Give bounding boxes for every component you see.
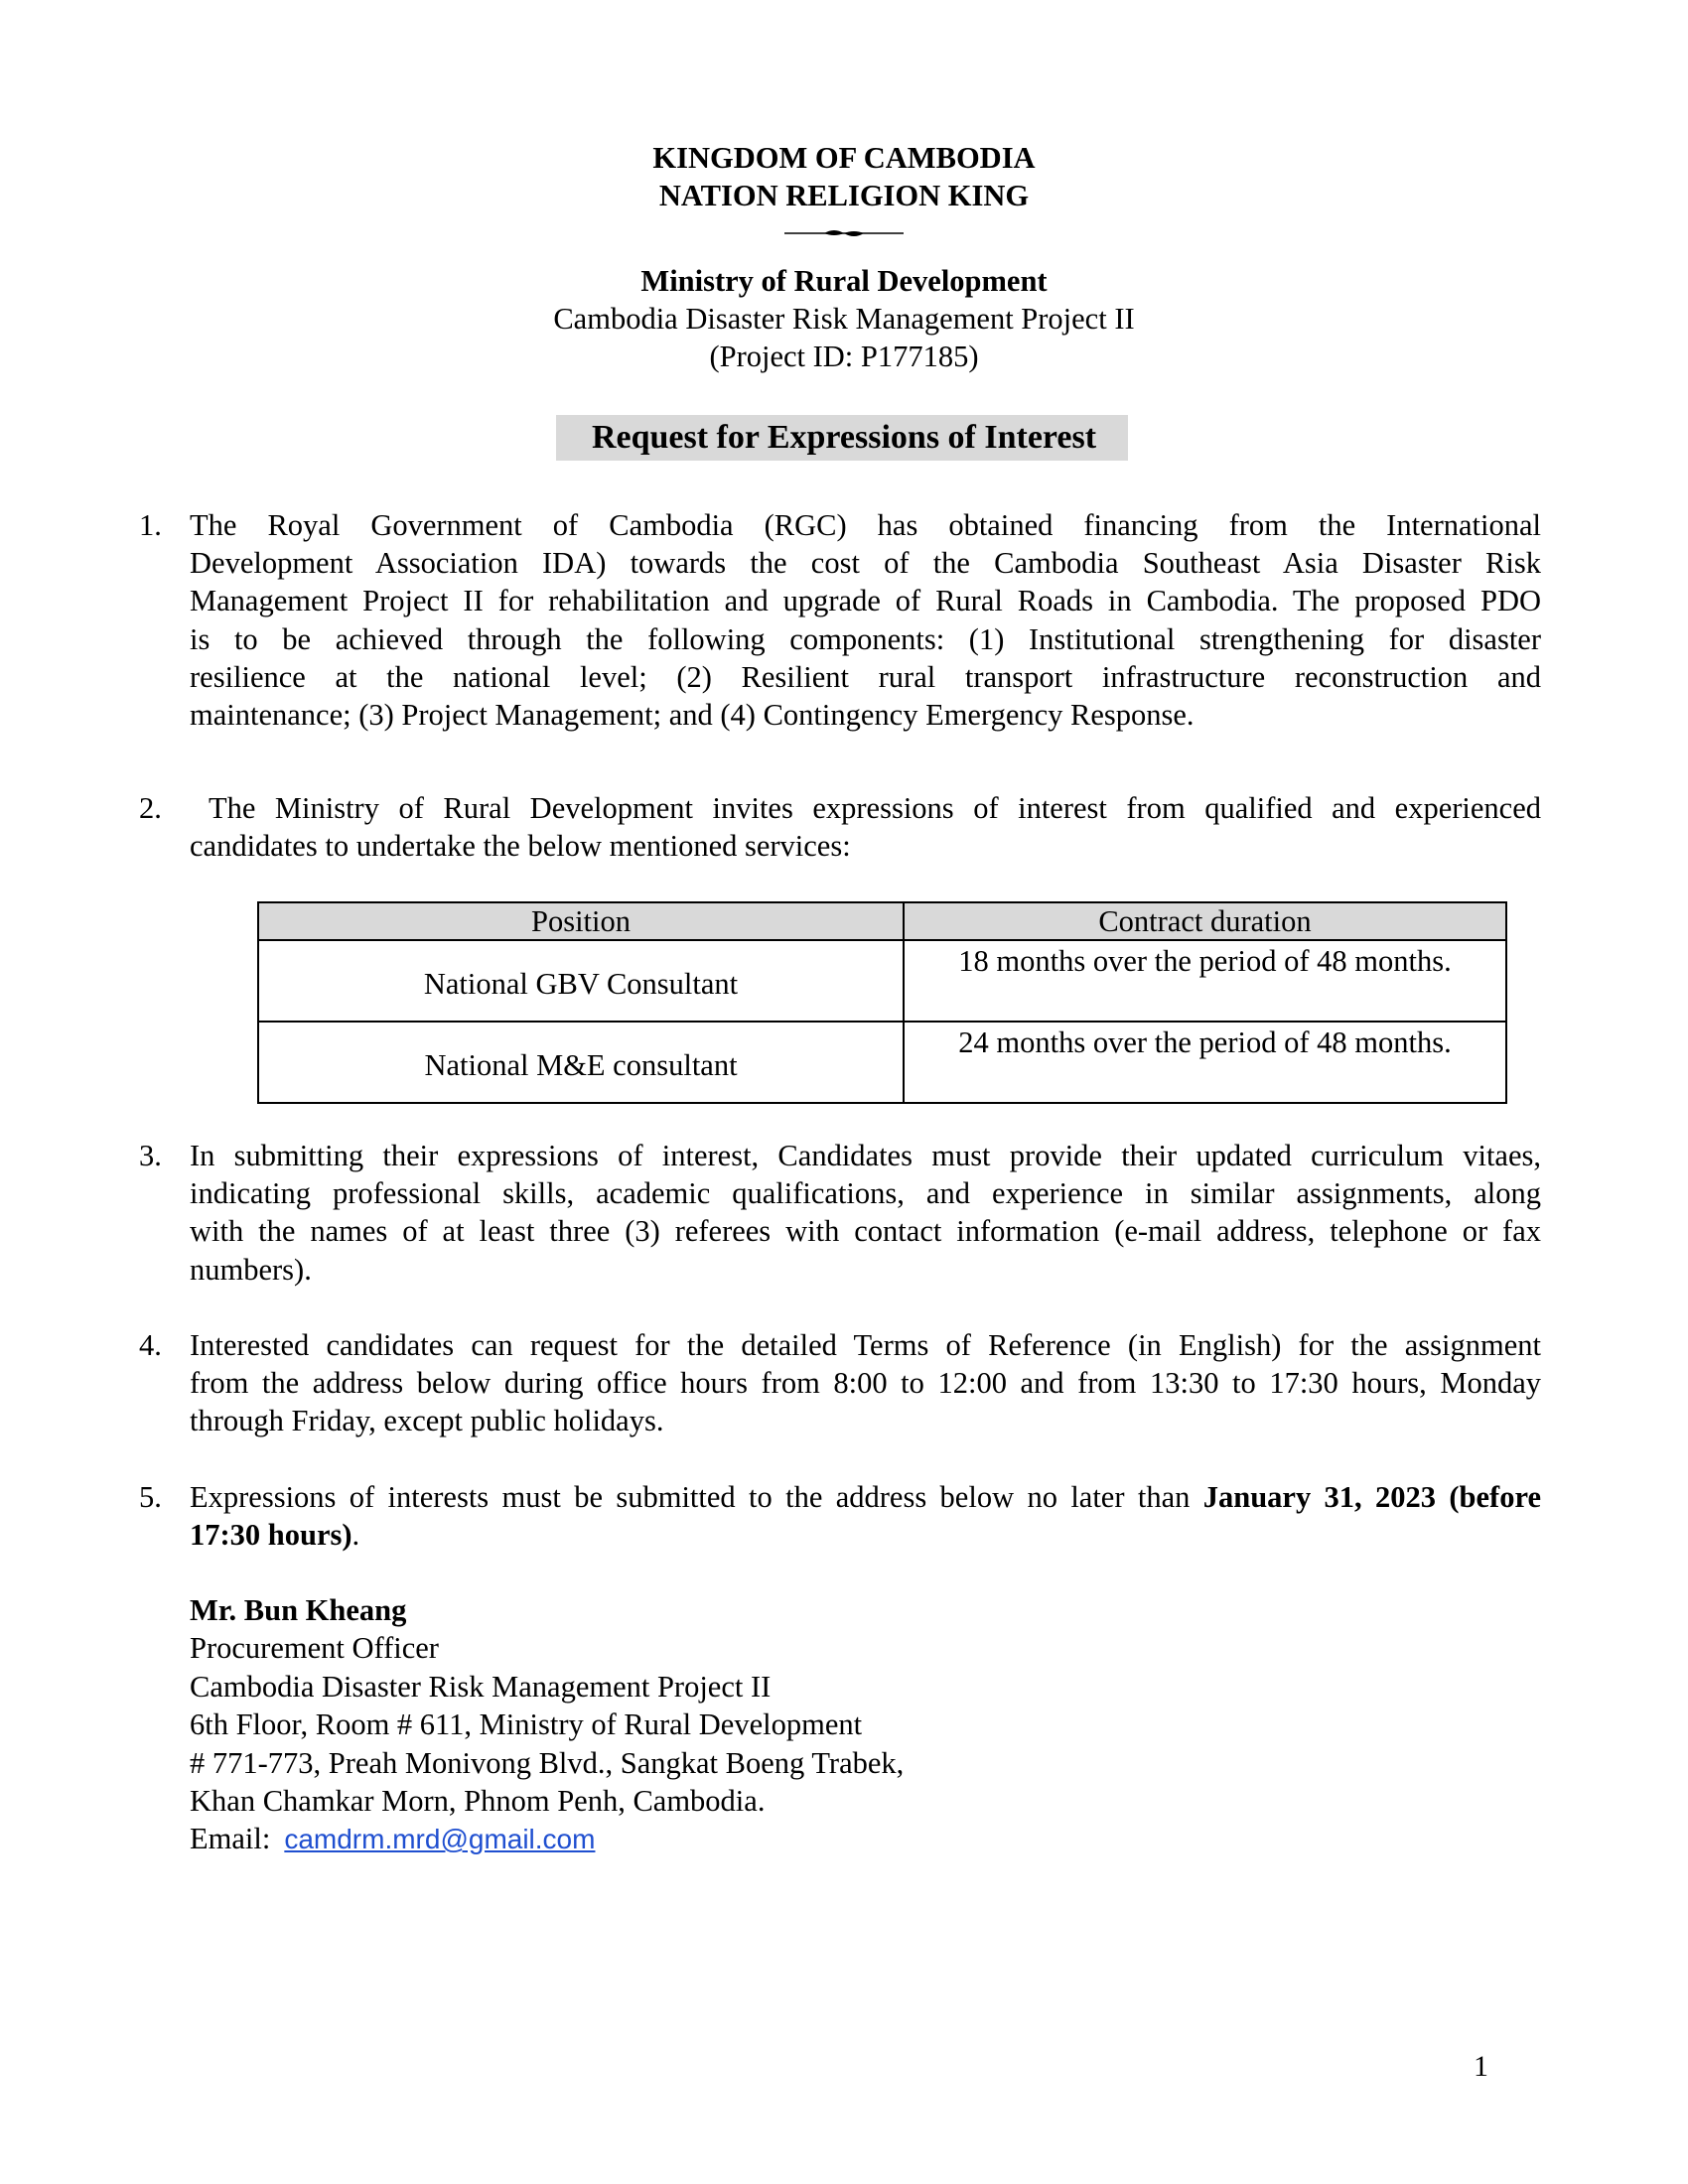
text-line: Development Association IDA) towards the cost of the Cambodia Southeast Asia Disaster Risk xyxy=(190,546,1541,581)
text-line xyxy=(190,1516,1541,1554)
header-project: Cambodia Disaster Risk Management Project II xyxy=(553,302,1135,336)
ornament-divider xyxy=(784,226,904,240)
text-line: maintenance; (3) Project Management; and (4) Contingency Emergency Response. xyxy=(190,698,1195,733)
page-number: 1 xyxy=(1474,2050,1488,2083)
item-text xyxy=(190,506,1541,734)
submission-text: Expressions of interests must be submitted to the address below no later than xyxy=(190,1480,1203,1514)
contact-project: Cambodia Disaster Risk Management Project II xyxy=(190,1669,772,1704)
text-line: In submitting their expressions of interest, Candidates must provide their updated curriculum vitaes, xyxy=(190,1139,1541,1172)
header-ministry: Ministry of Rural Development xyxy=(640,264,1048,298)
header-project-id: (Project ID: P177185) xyxy=(709,340,979,373)
contact-address-line: # 771-773, Preah Monivong Blvd., Sangkat Boeng Trabek, xyxy=(190,1745,905,1780)
text-line: Interested candidates can request for the detailed Terms of Reference (in English) for the assignment xyxy=(190,1328,1541,1362)
contact-email-row xyxy=(190,1820,904,1857)
text-line xyxy=(190,1478,1541,1516)
email-link[interactable]: camdrm.mrd@gmail.com xyxy=(284,1824,596,1855)
column-header-position: Position xyxy=(258,902,904,940)
contact-name: Mr. Bun Kheang xyxy=(190,1593,407,1627)
cell-position: National M&E consultant xyxy=(258,1022,904,1103)
page-title: Request for Expressions of Interest xyxy=(591,419,1097,456)
cell-duration: 18 months over the period of 48 months. xyxy=(904,940,1506,1022)
item-number: 5. xyxy=(139,1480,162,1514)
contact-address-line: Khan Chamkar Morn, Phnom Penh, Cambodia. xyxy=(190,1783,766,1818)
cell-duration: 24 months over the period of 48 months. xyxy=(904,1022,1506,1103)
contact-role: Procurement Officer xyxy=(190,1631,439,1666)
text-line: The Ministry of Rural Development invites expressions of interest from qualified and experienced xyxy=(190,791,1541,825)
contact-block xyxy=(190,1591,904,1858)
deadline-time: 17:30 hours) xyxy=(190,1518,352,1553)
item-text xyxy=(190,1326,1541,1440)
text-line: Management Project II for rehabilitation and upgrade of Rural Roads in Cambodia. The proposed PDO xyxy=(190,584,1541,618)
item-number: 1. xyxy=(139,508,162,542)
text-line: The Royal Government of Cambodia (RGC) has obtained financing from the International xyxy=(190,508,1541,542)
table-row xyxy=(258,1022,1506,1103)
email-label: Email: xyxy=(190,1822,271,1856)
positions-table xyxy=(257,901,1507,1104)
column-header-duration: Contract duration xyxy=(904,902,1506,940)
text-line: through Friday, except public holidays. xyxy=(190,1404,664,1438)
header-motto: NATION RELIGION KING xyxy=(658,179,1030,212)
item-number: 3. xyxy=(139,1139,162,1172)
item-text xyxy=(190,1478,1541,1554)
text-line: numbers). xyxy=(190,1252,312,1287)
table-row xyxy=(258,940,1506,1022)
table-header-row xyxy=(258,902,1506,940)
text-line: from the address below during office hours from 8:00 to 12:00 and from 13:30 to 17:30 hours, Monday xyxy=(190,1366,1541,1401)
text-line: indicating professional skills, academic qualifications, and experience in similar assignments, along xyxy=(190,1176,1541,1211)
item-text xyxy=(190,1137,1541,1289)
text-line: with the names of at least three (3) referees with contact information (e-mail address, telephone or fax xyxy=(190,1214,1541,1249)
cell-position: National GBV Consultant xyxy=(258,940,904,1022)
text-line: resilience at the national level; (2) Resilient rural transport infrastructure reconstruction and xyxy=(190,659,1541,694)
deadline-date: January 31, 2023 (before xyxy=(1202,1480,1541,1514)
item-text xyxy=(190,789,1541,865)
text-line: is to be achieved through the following components: (1) Institutional strengthening for disaster xyxy=(190,621,1541,656)
text-line: candidates to undertake the below mentioned services: xyxy=(190,829,851,864)
item-number: 4. xyxy=(139,1328,162,1362)
sentence-end: . xyxy=(352,1518,360,1553)
header-kingdom: KINGDOM OF CAMBODIA xyxy=(652,141,1036,175)
item-number: 2. xyxy=(139,791,162,825)
contact-address-line: 6th Floor, Room # 611, Ministry of Rural Development xyxy=(190,1707,863,1742)
